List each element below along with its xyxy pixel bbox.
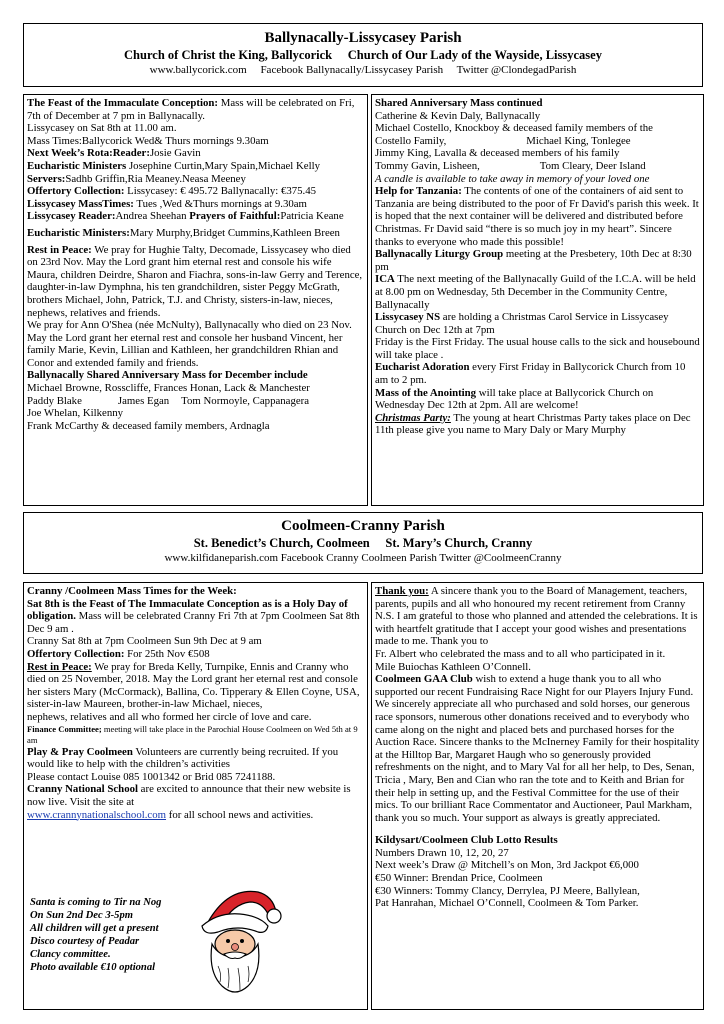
parish2-churches: St. Benedict’s Church, Coolmeen St. Mary’s Church, Cranny [193, 536, 533, 550]
lotto-line: Numbers Drawn 10, 12, 20, 27 [375, 846, 509, 859]
thank-you-notice: Thank you: A sincere thank you to the Board of Management, teachers, parents, pupils and all who honoured my recent retirement from Cranny N.S. I am grateful to those who planned and attended the celebrations. It is with heartfelt gratitude that I accept your good wishes and presentations made to me. Thank you to [375, 585, 698, 648]
shared-mass-line: Jimmy King, Lavalla & deceased members of his family [375, 147, 620, 160]
first-friday: Friday is the First Friday. The usual house calls to the sick and housebound will take place . [375, 336, 700, 361]
cranny-ns-link-line: www.crannynationalschool.com for all school news and activities. [27, 808, 314, 821]
rest-in-peace: Rest in Peace: We pray for Hughie Talty, Decomade, Lissycasey who died on 23rd Nov. May the Lord grant him eternal rest and console his wife Maura, children Deirdre, Sharon and Fiachra, sons-in-law Gerry and Terence, daughter-in-law Dymphna, his ten grandchildren, sister Peggy McGrath, brothers Michael, John, Patrick, T.J. and Christy, sisters-in-law, nieces, nephews, relatives and friends. [27, 243, 363, 319]
lissycasey-mass-times: Lissycasey MassTimes: Tues ,Wed &Thurs mornings at 9.30am [27, 197, 307, 210]
offertory: Offertory Collection: Lissycasey: € 495.72 Ballynacally: €375.45 [27, 185, 317, 198]
lissycasey-reader: Lissycasey Reader:Andrea Sheehan Prayers of Faithful:Patricia Keane [27, 210, 344, 223]
parish1-right-column [371, 94, 704, 506]
sunday-masses: Cranny Sat 8th at 7pm Coolmeen Sun 9th Dec at 9 am [27, 635, 262, 648]
christmas-party: Christmas Party: The young at heart Christmas Party takes place on Dec 11th please give you name to Mary Daly or Mary Murphy [375, 411, 691, 437]
shared-mass-line: Catherine & Kevin Daly, Ballynacally [375, 109, 541, 122]
gaa-notice: Coolmeen GAA Club wish to extend a huge thank you to all who supported our recent Fundraising Race Night for our Players Injury Fund. We sincerely appreciate all who purchased and sold horses, our generous race sponsors, numerous other donations received and to everybody who came along on the night and placed bets and purchased horses for the Auction Race. Sincere thanks to the McInerney Family for their hospitality at the Hilltop Bar, Margaret Haugh who so generously provided refreshments on the night, and to Mary Val for all her help, to Des, Senan, Tricia , Mary, Ben and Cian who ran the tote and to Keith and Brian for their help in setting up, and the Festival Committee for the use of their mics. To our brilliant Race Commentator and Auctioneer, Paul Markham, thank you so much. Your support as always is greatly appreciated. [375, 673, 700, 824]
santa-notice: Santa is coming to Tir na Nog On Sun 2nd Dec 3-5pm All children will get a present Disco courtesy of Peadar Clancy committee. Photo available €10 optional [30, 897, 162, 973]
lissycasey-ns: Lissycasey NS are holding a Christmas Carol Service in Lissycasey Church on Dec 12th at 7pm [375, 311, 669, 336]
eucharist-adoration: Eucharist Adoration every First Friday in Ballycorick Church from 10 am to 2 pm. [375, 361, 686, 387]
eucharistic-ministers-2: Eucharistic Ministers:Mary Murphy,Bridget Cummins,Kathleen Breen [27, 226, 340, 239]
thank-you-signoff: Mile Buiochas Kathleen O’Connell. [375, 660, 531, 673]
shared-mass-continued-heading: Shared Anniversary Mass continued [375, 97, 543, 109]
rota: Next Week’s Rota:Reader:Josie Gavin [27, 147, 201, 160]
shared-mass-line: Joe Whelan, Kilkenny [27, 407, 124, 420]
rest-in-peace-3: Rest in Peace: We pray for Breda Kelly, Turnpike, Ennis and Cranny who died on 25 November, 2018. May the Lord grant her eternal rest and console her sisters Mary (McCormack), Ballina, Co. Tipperary & Ellen Coyne, USA, sister-in-law Maureen, brother-in-law Michael, nieces, [27, 660, 360, 711]
lotto-line: €30 Winners: Tommy Clancy, Derrylea, PJ Meere, Ballylean, [375, 884, 640, 897]
mass-times-heading: Cranny /Coolmeen Mass Times for the Week: [27, 585, 237, 597]
shared-mass-line: Tommy Gavin, Lisheen, Tom Cleary, Deer Island [375, 159, 646, 172]
shared-mass-line: Frank McCarthy & deceased family members, Ardnagla [27, 419, 270, 432]
lotto-heading: Kildysart/Coolmeen Club Lotto Results [375, 834, 558, 847]
school-website-link[interactable]: www.crannynationalschool.com [27, 808, 167, 821]
parish2-web: www.kilfidaneparish.com Facebook Cranny Coolmeen Parish Twitter @CoolmeenCranny [164, 552, 562, 564]
parish2-right-column [371, 582, 704, 1010]
feast-notice-2: Sat 8th is the Feast of The Immaculate Conception as is a Holy Day of obligation. Mass will be celebrated Cranny Fri 7th at 7pm Coolmeen Sat 8th Dec 9 am . [27, 597, 360, 635]
parish1-web: www.ballycorick.com Facebook Ballynacally/Lissycasey Parish Twitter @ClondegadParish [149, 64, 577, 76]
offertory-2: Offertory Collection: For 25th Nov €508 [27, 647, 210, 660]
lotto-line: Next week’s Draw @ Mitchell’s on Mon, 3rd Jackpot €6,000 [375, 859, 639, 872]
liturgy-group: Ballynacally Liturgy Group meeting at the Presbetery, 10th Dec at 8:30 pm [375, 248, 692, 273]
parish1-title: Ballynacally-Lissycasey Parish [264, 30, 462, 46]
shared-mass-line: Costello Family, Michael King, Tonlegee [375, 134, 631, 147]
mass-times: Mass Times:Ballycorick Wed& Thurs mornings 9.30am [27, 134, 269, 147]
cranny-ns: Cranny National School are excited to announce that their new website is now live. Visit the site at [27, 783, 351, 808]
candle-note: A candle is available to take away in memory of your loved one [375, 172, 650, 185]
lotto-line: €50 Winner: Brendan Price, Coolmeen [375, 872, 543, 885]
parish1-left-column [23, 94, 368, 506]
contact-line: Please contact Louise 085 1001342 or Brid 085 7241188. [27, 770, 276, 783]
shared-mass-heading: Ballynacally Shared Anniversary Mass for December include [27, 369, 308, 382]
play-pray: Play & Pray Coolmeen Volunteers are currently being recruited. If you would like to help with the children’s activities [27, 745, 339, 771]
parish2-title: Coolmeen-Cranny Parish [281, 518, 445, 534]
feast-notice: The Feast of the Immaculate Conception: Mass will be celebrated on Fri, 7th of December at 7 pm in Ballynacally. [27, 97, 355, 122]
thank-you-line: Fr. Albert who celebrated the mass and to all who participated in it. [375, 647, 666, 660]
rest-in-peace-2: We pray for Ann O'Shea (née McNulty), Ballynacally who died on 23 Nov. May the Lord grant her eternal rest and console her husband Vincent, her family Marie, Kevin, Lillian and Kathleen, her grandchildren Rhian and Conor and extended family and friends. [27, 319, 352, 369]
parish1-churches: Church of Christ the King, Ballycorick Church of Our Lady of the Wayside, Lissycasey [124, 48, 602, 62]
parish2-header [23, 512, 703, 574]
help-tanzania: Help for Tanzania: The contents of one of the containers of aid sent to Tanzania are being distributed to the poor of Fr David's parish this week. It is hoped that the next container will be delivered and distributed before Christmas. Fr David said “there is so much joy in my heart”. Sincere thanks to everyone who made this possible! [375, 185, 699, 248]
lissycasey-mass: Lissycasey on Sat 8th at 11.00 am. [27, 122, 177, 135]
ica-notice: ICA The next meeting of the Ballynacally Guild of the I.C.A. will be held at 8.00 pm on Wednesday, 5th December in the Community Centre, Ballynacally [375, 273, 696, 311]
shared-mass-line: Paddy Blake James Egan Tom Normoyle, Cappanagera [27, 394, 310, 407]
eucharistic-ministers: Eucharistic Ministers Josephine Curtin,Mary Spain,Michael Kelly [27, 159, 320, 172]
parish1-header [23, 23, 703, 87]
mass-anointing: Mass of the Anointing will take place at Ballycorick Church on Wednesday Dec 12th at 2pm. All are welcome! [375, 386, 654, 412]
santa-clipart-icon [188, 882, 288, 1000]
rest-in-peace-end: nephews, relatives and all who formed her circle of love and care. [27, 710, 312, 723]
shared-mass-line: Michael Browne, Rosscliffe, Frances Honan, Lack & Manchester [27, 382, 310, 395]
servers: Servers:Sadhb Griffin,Ria Meaney.Neasa Meeney [27, 172, 246, 185]
lotto-line: Pat Hanrahan, Michael O’Connell, Coolmeen & Tom Parker. [375, 897, 639, 910]
shared-mass-line: Michael Costello, Knockboy & deceased family members of the [375, 122, 653, 135]
finance-committee: Finance Committee; meeting will take place in the Parochial House Coolmeen on Wed 5th at 9 am [27, 723, 358, 745]
